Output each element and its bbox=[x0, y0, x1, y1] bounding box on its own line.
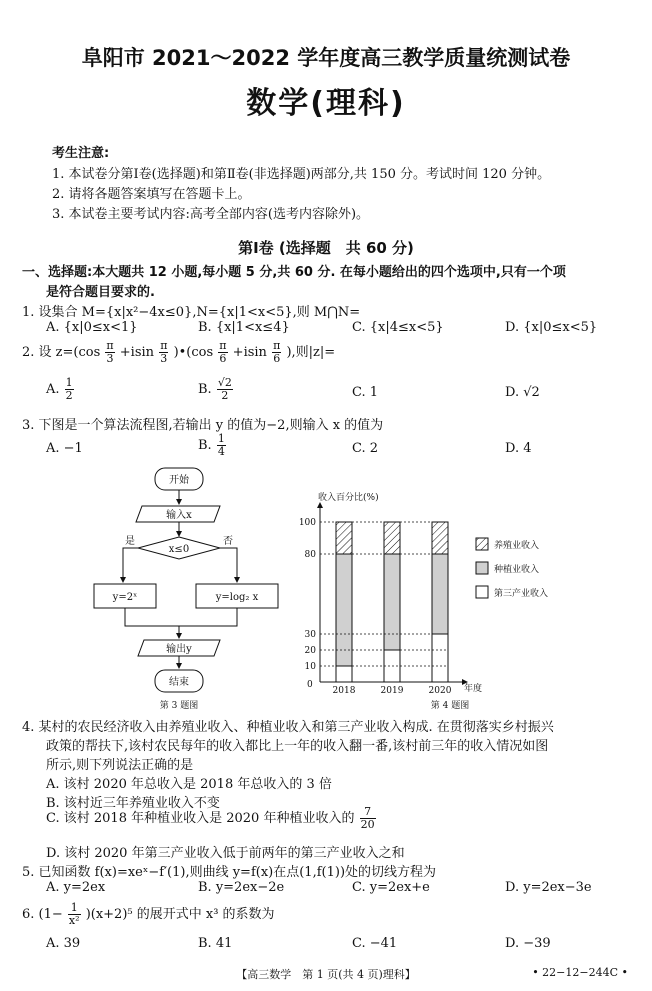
chart-y-tick-label: 30 bbox=[304, 630, 316, 640]
fraction: $\frac{1}{2}$ bbox=[65, 376, 73, 402]
flow-caption: 第 3 题图 bbox=[159, 701, 199, 711]
flow-input-label: 输入x bbox=[166, 510, 192, 521]
q5-option-c: C. y=2ex+e bbox=[352, 880, 430, 895]
q4-stem-line: 政策的帮扶下,该村农民每年的收入都比上一年的收入翻一番,该村前三年的收入情况如图 bbox=[46, 739, 549, 754]
subject-title: 数学(理科) bbox=[246, 86, 406, 121]
flow-output-label: 输出y bbox=[166, 644, 192, 655]
bar-2020-tertiary bbox=[432, 634, 448, 682]
fraction: $\frac{\pi}{6}$ bbox=[219, 339, 227, 365]
q2-text: 2. 设 z=(cos bbox=[22, 345, 101, 360]
q1-option-a: A. {x|0≤x<1} bbox=[46, 320, 138, 335]
notice-item: 3. 本试卷主要考试内容:高考全部内容(选考内容除外)。 bbox=[52, 207, 370, 222]
q1-option-c: C. {x|4≤x<5} bbox=[352, 320, 444, 335]
q6-option-c: C. −41 bbox=[352, 936, 398, 951]
bar-2018-planting bbox=[336, 554, 352, 666]
bar-2019-breeding bbox=[384, 522, 400, 554]
q3-option-b: B. $\frac{1}{4}$ bbox=[198, 432, 225, 458]
flow-condition-label: x≤0 bbox=[168, 544, 190, 555]
q1-option-d: D. {x|0≤x<5} bbox=[505, 320, 598, 335]
q6-stem: 6. (1− $\frac{1}{\text{x²}}$ )(x+2)⁵ 的展开式中 x³ 的系数为 bbox=[22, 901, 275, 927]
q3-option-d: D. 4 bbox=[505, 441, 532, 456]
legend-swatch-tertiary bbox=[476, 586, 488, 598]
flowchart bbox=[90, 462, 280, 712]
chart-y-tick-label: 10 bbox=[304, 662, 316, 672]
fraction: $\frac{√2}{2}$ bbox=[217, 376, 232, 402]
exam-title: 阜阳市 2021～2022 学年度高三教学质量统测试卷 bbox=[81, 46, 571, 70]
q3-option-a: A. −1 bbox=[46, 441, 83, 456]
notice-heading: 考生注意: bbox=[52, 146, 110, 161]
fraction: $\frac{1}{\text{x²}}$ bbox=[68, 901, 80, 927]
q5-stem: 5. 已知函数 f(x)=xeˣ−f′(1),则曲线 y=f(x)在点(1,f(1))处的切线方程为 bbox=[22, 865, 437, 880]
q6-option-a: A. 39 bbox=[46, 936, 81, 951]
q4-stem-line: 4. 某村的农民经济收入由养殖业收入、种植业收入和第三产业收入构成. 在贯彻落实乡村振兴 bbox=[22, 720, 554, 735]
chart-x-tick-label: 2018 bbox=[332, 686, 356, 696]
q6-option-b: B. 41 bbox=[198, 936, 233, 951]
legend-label-breeding: 养殖业收入 bbox=[494, 541, 540, 551]
chart-xlabel: 年度 bbox=[464, 684, 483, 694]
q4-option-c: C. 该村 2018 年种植业收入是 2020 年种植业收入的 $\frac{7}{20}$ bbox=[46, 805, 375, 831]
q4-stem-line: 所示,则下列说法正确的是 bbox=[46, 758, 194, 773]
bar-2018-breeding bbox=[336, 522, 352, 554]
fraction: $\frac{\pi}{3}$ bbox=[106, 339, 114, 365]
q2-option-d: D. √2 bbox=[505, 385, 540, 400]
q2-option-a: A. $\frac{1}{2}$ bbox=[46, 376, 73, 402]
legend-label-tertiary: 第三产业收入 bbox=[494, 589, 549, 599]
q4-option-a: A. 该村 2020 年总收入是 2018 年总收入的 3 倍 bbox=[46, 777, 332, 792]
chart-y-tick-label: 80 bbox=[304, 550, 316, 560]
q5-option-b: B. y=2ex−2e bbox=[198, 880, 285, 895]
notice-item: 1. 本试卷分第Ⅰ卷(选择题)和第Ⅱ卷(非选择题)两部分,共 150 分。考试时间 120 分钟。 bbox=[52, 167, 551, 182]
q4-option-d: D. 该村 2020 年第三产业收入低于前两年的第三产业收入之和 bbox=[46, 846, 405, 861]
chart-caption: 第 4 题图 bbox=[430, 701, 470, 711]
chart-x-tick-label: 2019 bbox=[380, 686, 404, 696]
q2-option-b: B. $\frac{√2}{2}$ bbox=[198, 376, 232, 402]
section-instruction: 一、选择题:本大题共 12 小题,每小题 5 分,共 60 分. 在每小题给出的四个选项中,只有一个项 bbox=[22, 265, 566, 280]
q2-text: )•(cos bbox=[173, 345, 214, 360]
section-title: 第Ⅰ卷 (选择题 共 60 分) bbox=[238, 239, 414, 257]
q3-stem: 3. 下图是一个算法流程图,若输出 y 的值为−2,则输入 x 的值为 bbox=[22, 418, 384, 433]
q5-option-d: D. y=2ex−3e bbox=[505, 880, 592, 895]
bar-2018-tertiary bbox=[336, 666, 352, 682]
legend-swatch-breeding bbox=[476, 538, 488, 550]
fraction: $\frac{\pi}{3}$ bbox=[160, 339, 168, 365]
chart-y-tick-label: 100 bbox=[298, 518, 316, 528]
notice-item: 2. 请将各题答案填写在答题卡上。 bbox=[52, 187, 251, 202]
bar-2020-planting bbox=[432, 554, 448, 634]
flow-left-label: y=2ˣ bbox=[112, 592, 138, 603]
flow-right-label: y=log₂ x bbox=[215, 592, 259, 603]
fraction: $\frac{\pi}{6}$ bbox=[273, 339, 281, 365]
bar-2019-planting bbox=[384, 554, 400, 650]
q1-stem: 1. 设集合 M={x|x²−4x≤0},N={x|1<x<5},则 M⋂N= bbox=[22, 305, 361, 320]
q6-option-d: D. −39 bbox=[505, 936, 551, 951]
q2-text: +isin bbox=[119, 345, 155, 360]
flow-yes-label: 是 bbox=[125, 536, 135, 547]
q5-option-a: A. y=2ex bbox=[46, 880, 106, 895]
chart-y-tick-label: 20 bbox=[304, 646, 316, 656]
bar-2020-breeding bbox=[432, 522, 448, 554]
flow-start-label: 开始 bbox=[169, 475, 189, 486]
paper-code: • 22−12−244C • bbox=[532, 966, 628, 979]
chart-ylabel: 收入百分比(%) bbox=[318, 493, 379, 503]
page-footer: 【高三数学 第 1 页(共 4 页)理科】 bbox=[236, 968, 416, 981]
q1-option-b: B. {x|1<x≤4} bbox=[198, 320, 290, 335]
q2-stem bbox=[22, 340, 335, 365]
section-instruction: 是符合题目要求的. bbox=[46, 285, 155, 300]
legend-swatch-planting bbox=[476, 562, 488, 574]
q4-option-b: B. 该村近三年养殖业收入不变 bbox=[46, 796, 220, 811]
chart-origin: 0 bbox=[307, 680, 313, 690]
flow-end-label: 结束 bbox=[169, 677, 189, 688]
fraction: $\frac{1}{4}$ bbox=[217, 432, 225, 458]
fraction: $\frac{7}{20}$ bbox=[360, 805, 375, 831]
chart-x-tick-label: 2020 bbox=[428, 686, 452, 696]
q2-text: +isin bbox=[232, 345, 267, 360]
q2-option-c: C. 1 bbox=[352, 385, 379, 400]
flow-no-label: 否 bbox=[223, 536, 233, 547]
q2-text: ),则|z|= bbox=[286, 345, 336, 360]
q3-option-c: C. 2 bbox=[352, 441, 379, 456]
income-chart bbox=[290, 486, 630, 714]
legend-label-planting: 种植业收入 bbox=[494, 565, 540, 575]
